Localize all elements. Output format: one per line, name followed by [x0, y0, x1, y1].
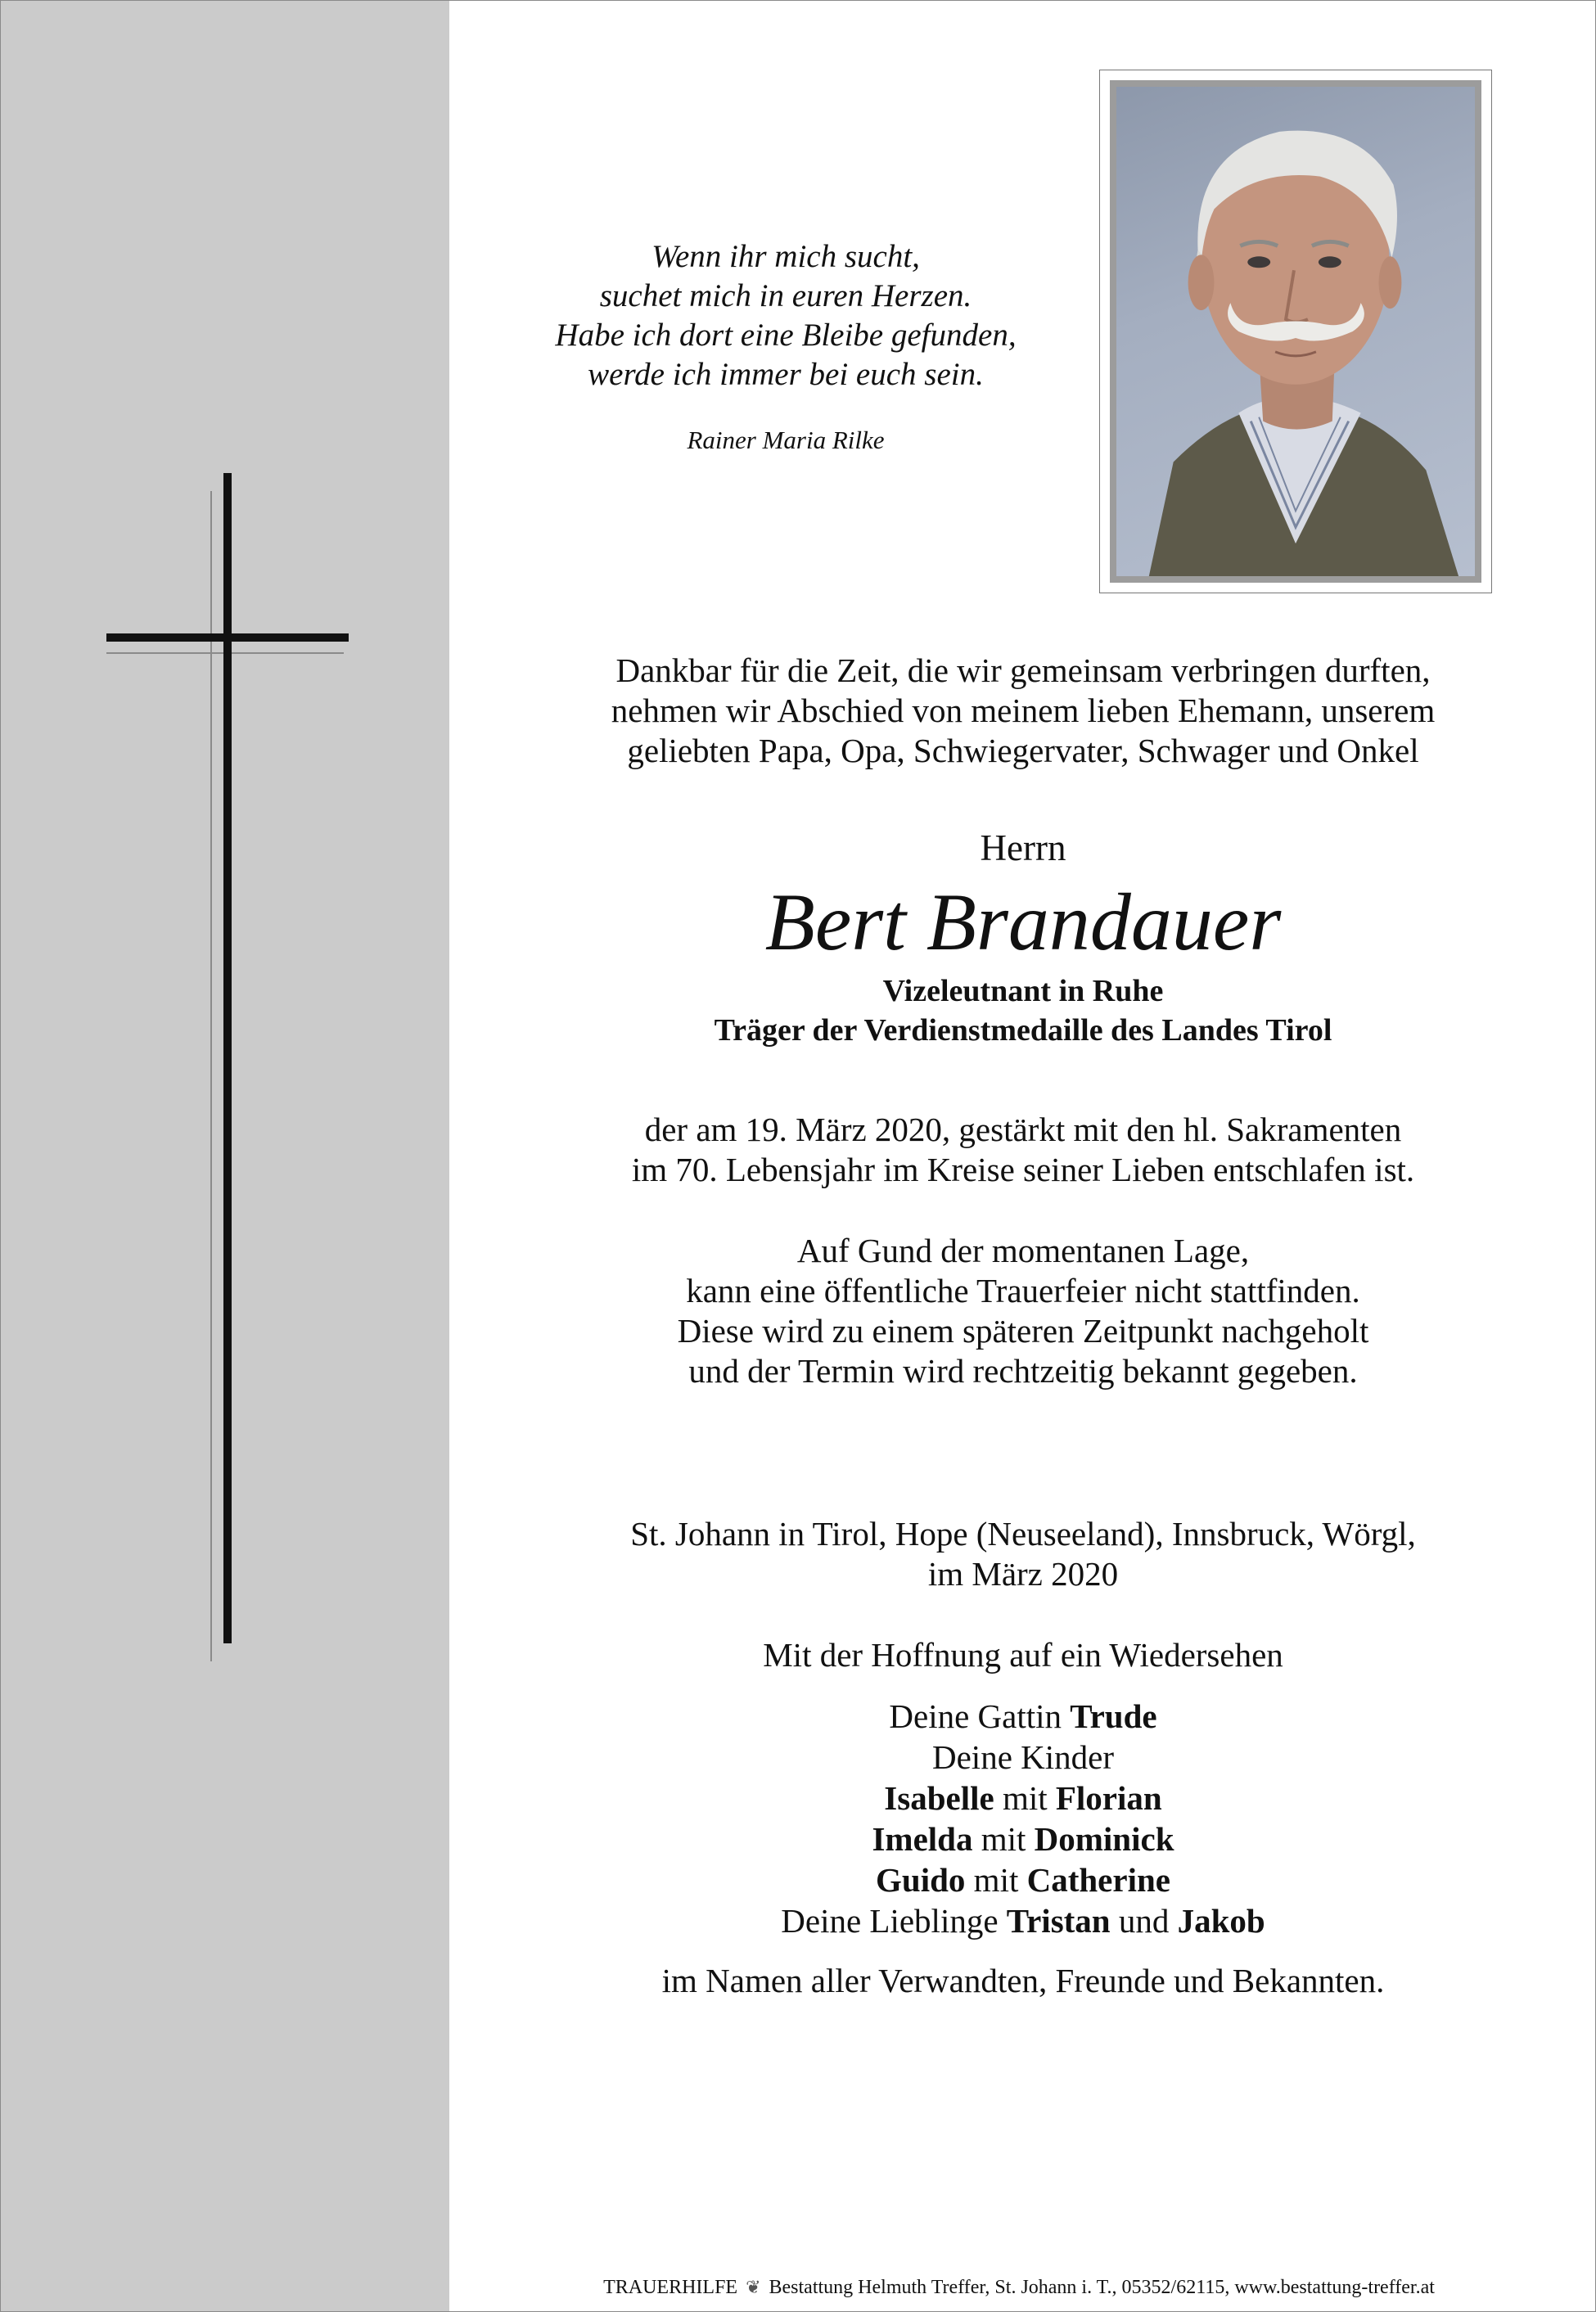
poem-line: Wenn ihr mich sucht,	[651, 239, 920, 274]
deceased-title: Träger der Verdienstmedaille des Landes Tirol	[714, 1013, 1332, 1048]
partner-name: Catherine	[1026, 1861, 1170, 1899]
couple-line	[524, 1859, 1522, 1900]
date-line: im März 2020	[927, 1555, 1119, 1593]
intro-text	[524, 651, 1522, 771]
notice-line: kann eine öffentliche Trauerfeier nicht stattfinden.	[686, 1272, 1360, 1309]
cross-horizontal-bar	[106, 633, 349, 642]
flower-icon: ❦	[746, 2277, 761, 2297]
notice-line: und der Termin wird rechtzeitig bekannt gegeben.	[688, 1352, 1358, 1390]
portrait-frame	[1099, 70, 1492, 593]
deceased-titles	[524, 971, 1522, 1050]
deceased-title: Vizeleutnant in Ruhe	[882, 974, 1164, 1008]
family-list	[524, 1696, 1522, 1941]
footer	[458, 2277, 1580, 2299]
children-heading: Deine Kinder	[932, 1738, 1114, 1776]
couple-line	[524, 1778, 1522, 1819]
honorific: Herrn	[980, 827, 1066, 868]
ceremony-notice	[524, 1231, 1522, 1391]
grandchildren-line	[524, 1900, 1522, 1941]
poem-author: Rainer Maria Rilke	[687, 426, 885, 454]
portrait-mat	[1110, 80, 1481, 583]
with-word: mit	[965, 1861, 1027, 1899]
intro-line: nehmen wir Abschied von meinem lieben Ehemann, unserem	[611, 692, 1436, 729]
place-date	[524, 1514, 1522, 1594]
partner-name: Dominick	[1034, 1820, 1174, 1858]
hope-line: Mit der Hoffnung auf ein Wiedersehen	[763, 1636, 1283, 1674]
partner-name: Florian	[1055, 1779, 1162, 1817]
notice-line: Diese wird zu einem späteren Zeitpunkt nachgeholt	[677, 1312, 1369, 1350]
grandchild-name: Tristan	[1006, 1902, 1111, 1940]
cross-shadow-vertical	[210, 491, 212, 1661]
portrait-illustration	[1116, 87, 1475, 576]
portrait-photo	[1116, 87, 1475, 576]
death-line: der am 19. März 2020, gestärkt mit den hl. Sakramenten	[644, 1111, 1402, 1148]
spouse-name: Trude	[1070, 1697, 1157, 1735]
death-notice	[524, 1110, 1522, 1190]
poem-line: suchet mich in euren Herzen.	[599, 278, 972, 313]
intro-line: geliebten Papa, Opa, Schwiegervater, Schwager und Onkel	[627, 732, 1419, 769]
deceased-name: Bert Brandauer	[764, 877, 1282, 967]
with-word: mit	[994, 1779, 1056, 1817]
grandchild-name: Jakob	[1177, 1902, 1265, 1940]
child-name: Isabelle	[884, 1779, 994, 1817]
death-line: im 70. Lebensjahr im Kreise seiner Lieben entschlafen ist.	[631, 1151, 1415, 1188]
cross-vertical-bar	[223, 473, 232, 1643]
poem	[458, 237, 1113, 394]
closing-line: im Namen aller Verwandten, Freunde und Bekannten.	[661, 1962, 1385, 1999]
poem-line: Habe ich dort eine Bleibe gefunden,	[555, 318, 1017, 353]
and-word: und	[1110, 1902, 1178, 1940]
with-word: mit	[972, 1820, 1035, 1858]
poem-line: werde ich immer bei euch sein.	[588, 357, 984, 392]
footer-brand: TRAUERHILFE	[603, 2277, 738, 2298]
child-name: Imelda	[872, 1820, 973, 1858]
place-line: St. Johann in Tirol, Hope (Neuseeland), Innsbruck, Wörgl,	[630, 1515, 1416, 1553]
child-name: Guido	[876, 1861, 966, 1899]
spouse-prefix: Deine Gattin	[889, 1697, 1071, 1735]
spouse-line	[524, 1696, 1522, 1737]
intro-line: Dankbar für die Zeit, die wir gemeinsam verbringen durften,	[615, 651, 1431, 689]
footer-text: Bestattung Helmuth Treffer, St. Johann i. T., 05352/62115, www.bestattung-treffer.at	[769, 2277, 1435, 2298]
grandchildren-prefix: Deine Lieblinge	[781, 1902, 1007, 1940]
notice-line: Auf Gund der momentanen Lage,	[796, 1232, 1250, 1269]
couple-line	[524, 1819, 1522, 1859]
